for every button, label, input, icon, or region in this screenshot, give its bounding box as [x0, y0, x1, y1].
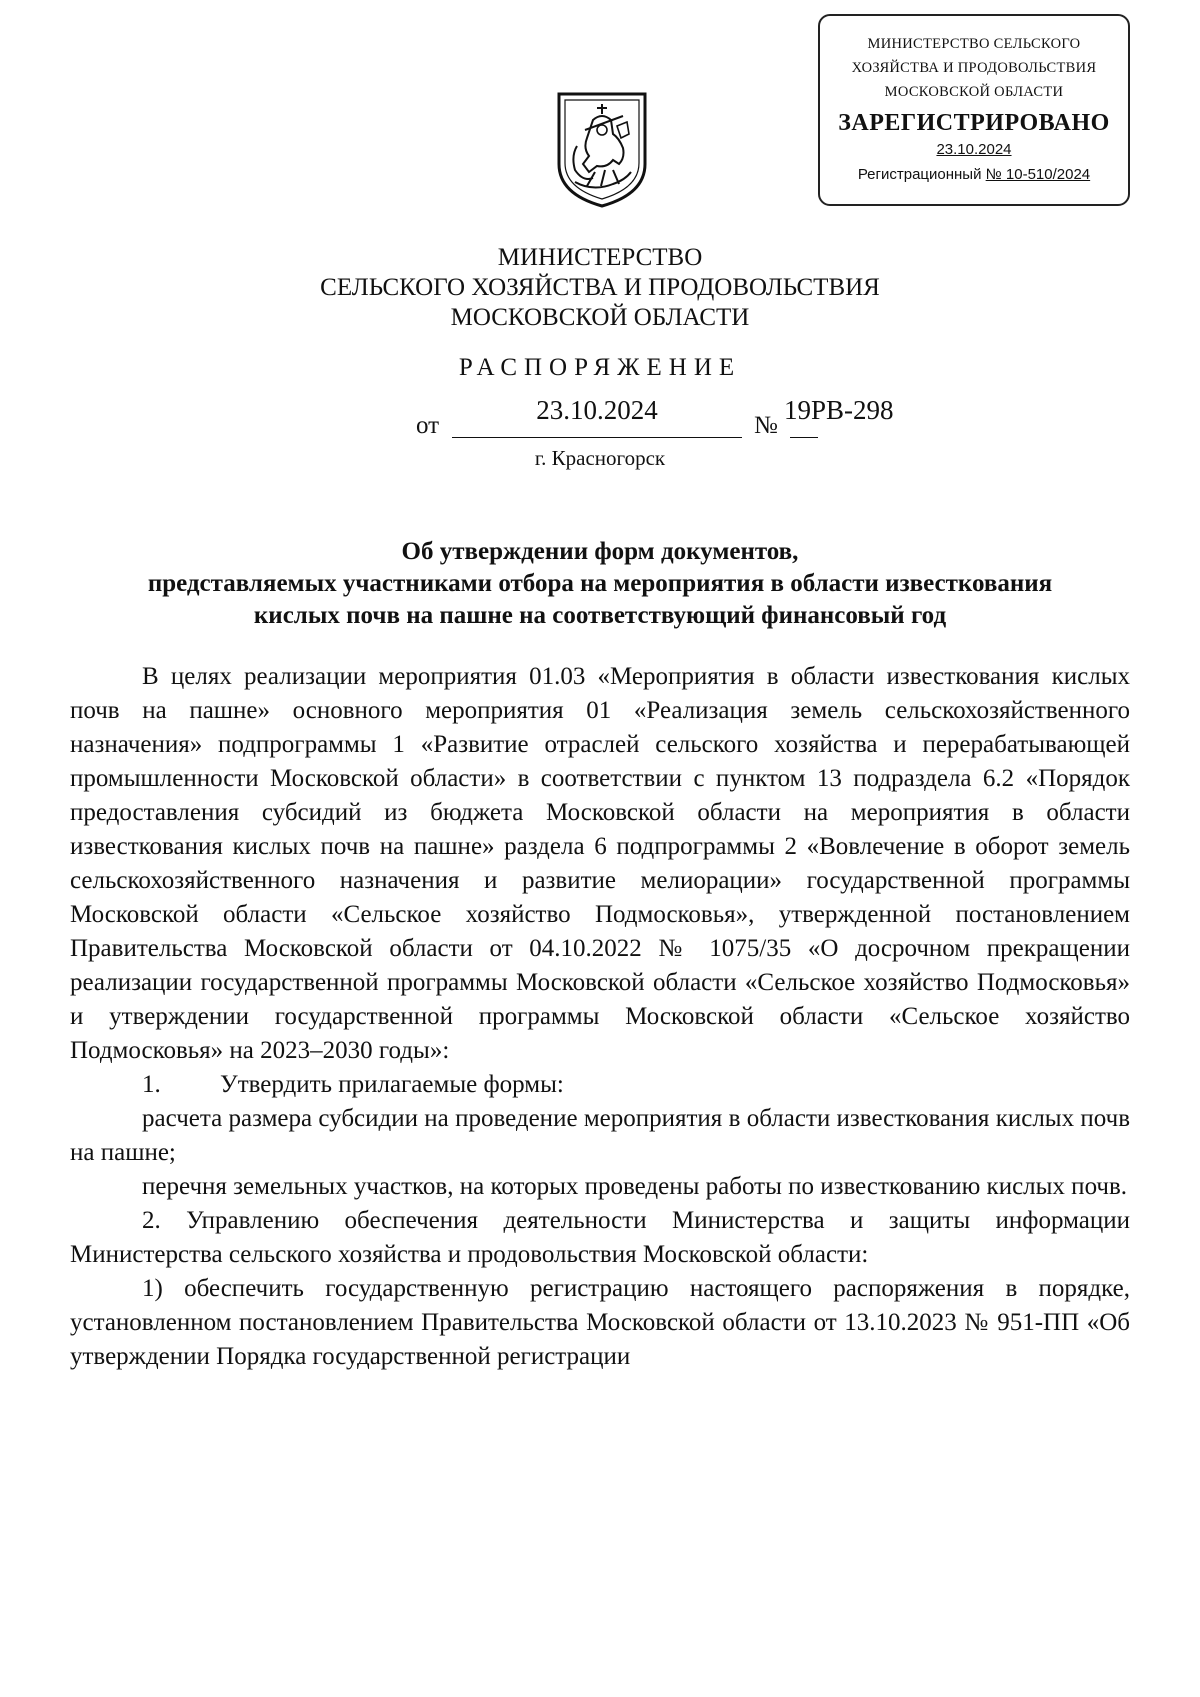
date-label: от: [416, 412, 440, 439]
stamp-org-line: МОСКОВСКОЙ ОБЛАСТИ: [884, 84, 1064, 100]
document-title: [80, 536, 1120, 632]
document-type: РАСПОРЯЖЕНИЕ: [458, 354, 742, 381]
stamp-organization: [820, 32, 1128, 104]
stamp-reg-label: Регистрационный: [857, 166, 986, 183]
document-body: [70, 660, 1130, 1374]
registration-stamp: [818, 14, 1130, 206]
stamp-org-line: ХОЗЯЙСТВА И ПРОДОВОЛЬСТВИЯ: [851, 60, 1097, 76]
document-number: 19РВ-298: [784, 395, 894, 425]
stamp-reg-number: № 10-510/2024: [985, 166, 1091, 183]
ministry-line: СЕЛЬСКОГО ХОЗЯЙСТВА И ПРОДОВОЛЬСТВИЯ: [320, 274, 880, 301]
ministry-line: МОСКОВСКОЙ ОБЛАСТИ: [450, 304, 750, 331]
item-2-1: 1) обеспечить государственную регистрацию настоящего распоряжения в порядке, установленном постановлением Правительства Московской области от 13.10.2023 № 951-ПП «Об утверждении Порядка государственной регистрации: [70, 1275, 1130, 1370]
coat-of-arms-icon: [553, 86, 651, 210]
item-2: 2. Управлению обеспечения деятельности Министерства и защиты информации Министерства сельского хозяйства и продовольствия Московской области:: [70, 1207, 1130, 1268]
ministry-name: [200, 243, 1000, 333]
stamp-date: 23.10.2024: [936, 141, 1012, 158]
item-1-text: Утвердить прилагаемые формы:: [220, 1071, 564, 1098]
title-line: кислых почв на пашне на соответствующий финансовый год: [253, 602, 947, 629]
ministry-line: МИНИСТЕРСТВО: [497, 244, 703, 271]
title-line: Об утверждении форм документов,: [401, 538, 799, 565]
preamble-paragraph: В целях реализации мероприятия 01.03 «Мероприятия в области известкования кислых почв на пашне» основного мероприятия 01 «Реализация земель сельскохозяйственного назначения» подпрограммы 1 «Развитие отраслей сельского хозяйства и перерабатывающей промышленности Московской области» в соответствии с пунктом 13 подраздела 6.2 «Порядок предоставления субсидий из бюджета Московской области на мероприятия в области известкования кислых почв на пашне» раздела 6 подпрограммы 2 «Вовлечение в оборот земель сельскохозяйственного назначения и развитие мелиорации» государственной программы Московской области «Сельское хозяйство Подмосковья», утвержденной постановлением Правительства Московской области от 04.10.2022 № 1075/35 «О досрочном прекращении реализации государственной программы Московской области «Сельское хозяйство Подмосковья» и утверждении государственной программы Московской области «Сельское хозяйство Подмосковья» на 2023–2030 годы»:: [70, 663, 1130, 1064]
stamp-org-line: МИНИСТЕРСТВО СЕЛЬСКОГО: [867, 36, 1081, 52]
document-date: 23.10.2024: [536, 395, 658, 425]
stamp-status: ЗАРЕГИСТРИРОВАНО: [838, 110, 1110, 136]
item-1-number: 1.: [142, 1071, 161, 1098]
date-underline: [452, 437, 742, 438]
title-line: представляемых участниками отбора на мероприятия в области известкования: [147, 570, 1053, 597]
number-underline: [790, 437, 818, 438]
number-label: №: [754, 412, 778, 439]
stamp-registration: [820, 166, 1128, 183]
document-date-number: [380, 395, 900, 445]
item-1-form-b: перечня земельных участков, на которых проведены работы по известкованию кислых почв.: [142, 1173, 1128, 1200]
item-1-form-a: расчета размера субсидии на проведение мероприятия в области известкования кислых почв на пашне;: [70, 1105, 1130, 1166]
item-1: [70, 1068, 1130, 1102]
document-city: г. Красногорск: [534, 446, 666, 470]
